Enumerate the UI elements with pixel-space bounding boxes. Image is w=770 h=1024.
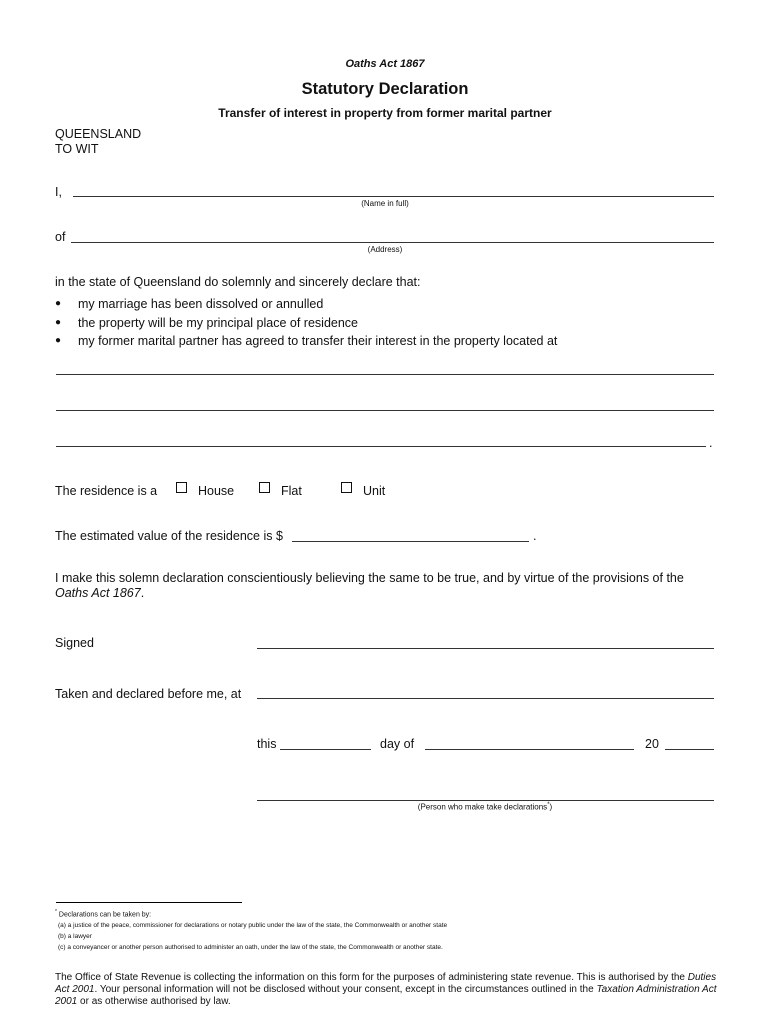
day-field[interactable] <box>280 749 371 750</box>
year-prefix: 20 <box>645 737 659 751</box>
month-field[interactable] <box>425 749 634 750</box>
footnote-title: * Declarations can be taken by: <box>55 909 152 919</box>
list-item: the property will be my principal place of residence <box>78 316 358 330</box>
bullet-icon: ● <box>55 298 62 309</box>
year-field[interactable] <box>665 749 714 750</box>
witness-caption: (Person who make take declarations*) <box>417 802 553 812</box>
property-address-line-1[interactable] <box>56 374 714 375</box>
flat-label: Flat <box>281 484 302 498</box>
house-checkbox[interactable] <box>176 482 187 493</box>
property-end-mark: . <box>709 436 713 450</box>
name-caption: (Name in full) <box>361 199 409 208</box>
signed-label: Signed <box>55 636 94 650</box>
solemn-act: Oaths Act 1867 <box>55 586 141 600</box>
list-item: my marriage has been dissolved or annulled <box>78 297 324 311</box>
house-label: House <box>198 484 235 498</box>
residence-label: The residence is a <box>55 484 158 498</box>
value-label: The estimated value of the residence is $ <box>55 529 283 543</box>
name-field[interactable] <box>73 196 714 197</box>
list-item: my former marital partner has agreed to transfer their interest in the property located at <box>78 334 558 348</box>
property-address-line-2[interactable] <box>56 410 714 411</box>
page-subtitle: Transfer of interest in property from former marital partner <box>218 106 552 120</box>
property-address-line-3[interactable] <box>56 446 706 447</box>
jurisdiction-line2: TO WIT <box>55 142 99 156</box>
value-field[interactable] <box>292 541 529 542</box>
unit-label: Unit <box>363 484 386 498</box>
bullet-icon: ● <box>55 335 62 346</box>
solemn-end: . <box>140 586 145 600</box>
value-end-mark: . <box>533 529 537 543</box>
privacy-statement: The Office of State Revenue is collecting the information on this form for the purposes of administering state revenue. This is authorised by the Duties Act 2001. Your personal information will not be disclosed without your consent, except in the circumstances outlined in the Taxation Administration Act 2001 or as otherwise authorised by law. <box>55 972 717 1007</box>
name-prefix: I, <box>55 185 62 199</box>
unit-checkbox[interactable] <box>341 482 352 493</box>
jurisdiction-line1: QUEENSLAND <box>55 127 142 141</box>
act-heading: Oaths Act 1867 <box>345 58 425 70</box>
taken-label: Taken and declared before me, at <box>55 687 242 701</box>
page-title: Statutory Declaration <box>301 80 469 98</box>
footnote-item-c: (c) a conveyancer or another person authorised to administer an oath, under the law of the state, the Commonwealth or another state. <box>58 944 443 951</box>
day-of-label: day of <box>380 737 415 751</box>
footnote-divider <box>56 902 242 903</box>
signature-field[interactable] <box>257 648 714 649</box>
place-field[interactable] <box>257 698 714 699</box>
solemn-statement <box>55 571 725 601</box>
address-field[interactable] <box>71 242 714 243</box>
declaration-intro: in the state of Queensland do solemnly and sincerely declare that: <box>55 275 421 289</box>
this-label: this <box>257 737 277 751</box>
address-caption: (Address) <box>367 245 403 254</box>
flat-checkbox[interactable] <box>259 482 270 493</box>
address-prefix: of <box>55 230 66 244</box>
solemn-text: I make this solemn declaration conscientiously believing the same to be true, and by virtue of the provisions of the <box>55 571 684 585</box>
footnote-item-b: (b) a lawyer <box>58 933 92 940</box>
bullet-icon: ● <box>55 317 62 328</box>
footnote-item-a: (a) a justice of the peace, commissioner for declarations or notary public under the law of the state, the Commonwealth or another state <box>58 922 448 929</box>
witness-signature-field[interactable] <box>257 800 714 801</box>
